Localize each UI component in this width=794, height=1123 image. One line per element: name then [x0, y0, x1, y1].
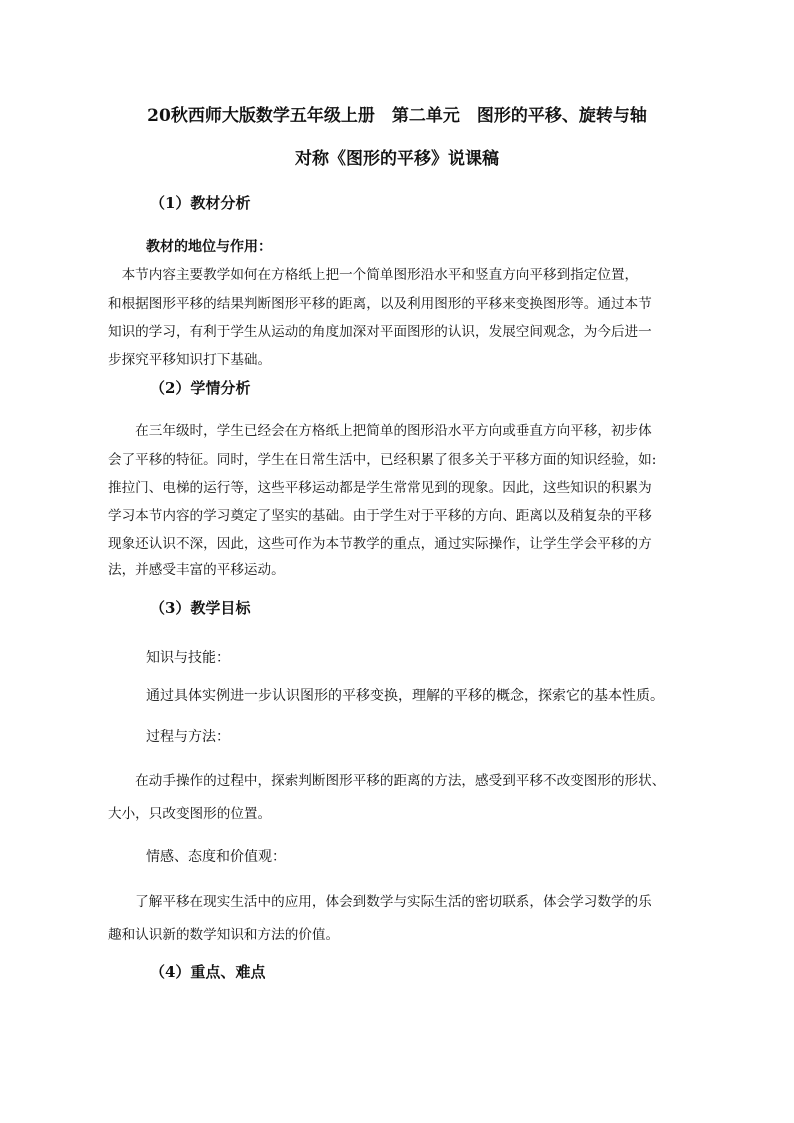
section-3-heading: （3）教学目标 — [150, 599, 251, 617]
process-methods-label: 过程与方法： — [146, 729, 230, 745]
section-2-paragraph-line: 现象还认识不深，因此，这些可作为本节教学的重点，通过实际操作，让学生学会平移的方 — [108, 536, 652, 552]
knowledge-skills-text: 通过具体实例进一步认识图形的平移变换，理解的平移的概念，探索它的基本性质。 — [146, 688, 664, 704]
section-2-paragraph-line: 学习本节内容的学习奠定了坚实的基础。由于学生对于平移的方向、距离以及稍复杂的平移 — [108, 508, 652, 524]
emotion-attitude-line: 了解平移在现实生活中的应用，体会到数学与实际生活的密切联系，体会学习数学的乐 — [108, 894, 652, 910]
process-methods-line: 大小，只改变图形的位置。 — [108, 806, 272, 822]
document-title-line-1: 20秋西师大版数学五年级上册 第二单元 图形的平移、旋转与轴 — [147, 106, 647, 126]
emotion-attitude-label: 情感、态度和价值观： — [146, 849, 286, 865]
section-2-paragraph-line: 会了平移的特征。同时，学生在日常生活中，已经积累了很多关于平移方面的知识经验，如: — [108, 452, 657, 468]
section-2-heading: （2）学情分析 — [150, 379, 251, 397]
section-1-paragraph-line: 本节内容主要教学如何在方格纸上把一个简单图形沿水平和竖直方向平移到指定位置， — [108, 267, 639, 283]
emotion-attitude-line: 趣和认识新的数学知识和方法的价值。 — [108, 927, 340, 943]
section-2-paragraph-line: 在三年级时，学生已经会在方格纸上把简单的图形沿水平方向或垂直方向平移，初步体 — [108, 423, 652, 439]
section-1-paragraph-line: 知识的学习，有利于学生从运动的角度加深对平面图形的认识，发展空间观念，为今后进一 — [108, 324, 652, 340]
process-methods-line: 在动手操作的过程中，探索判断图形平移的距离的方法，感受到平移不改变图形的形状、 — [108, 773, 666, 789]
document-title-line-2: 对称《图形的平移》说课稿 — [295, 149, 499, 169]
section-2-paragraph-line: 推拉门、电梯的运行等，这些平移运动都是学生常常见到的现象。因此，这些知识的积累为 — [108, 480, 652, 496]
section-4-heading: （4）重点、难点 — [150, 963, 266, 981]
section-1-heading: （1）教材分析 — [150, 194, 251, 212]
section-1-subheading: 教材的地位与作用： — [146, 239, 272, 255]
section-2-paragraph-line: 法，并感受丰富的平移运动。 — [108, 562, 285, 578]
section-1-paragraph-line: 步探究平移知识打下基础。 — [108, 352, 272, 368]
knowledge-skills-label: 知识与技能： — [146, 650, 230, 666]
section-1-paragraph-line: 和根据图形平移的结果判断图形平移的距离，以及利用图形的平移来变换图形等。通过本节 — [108, 296, 652, 312]
